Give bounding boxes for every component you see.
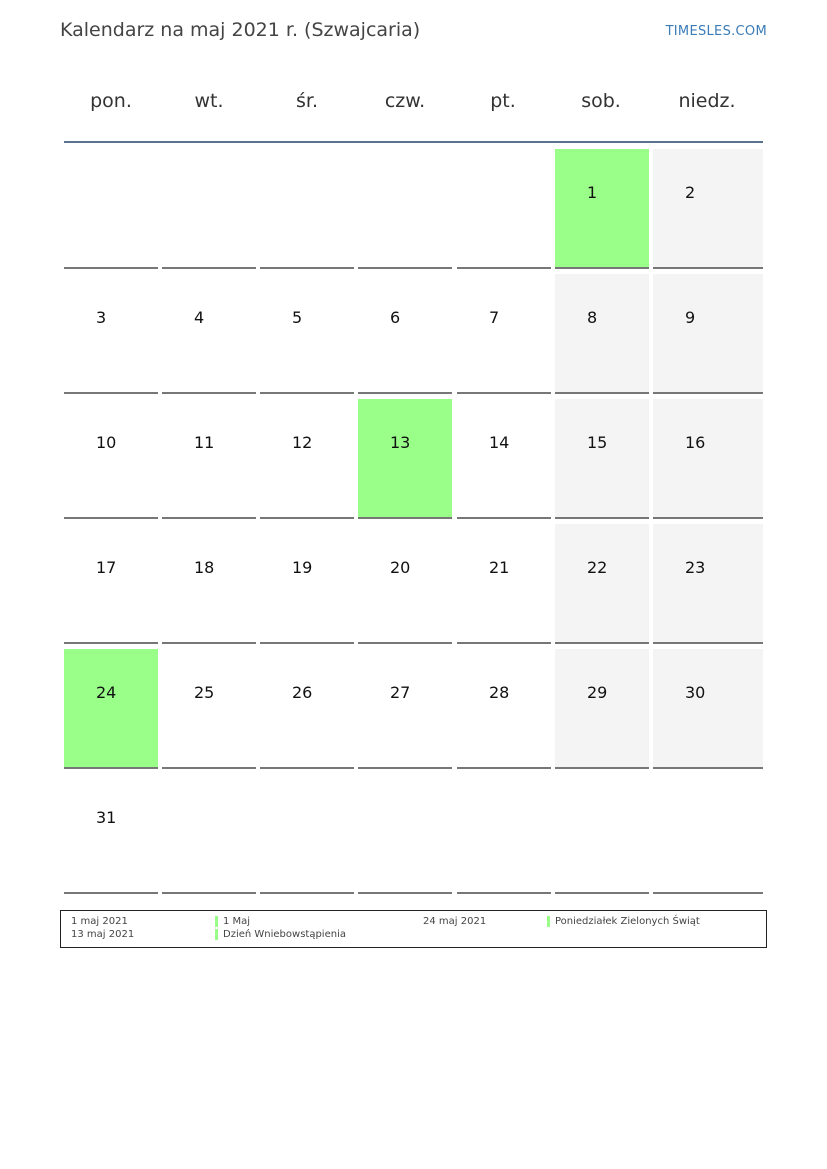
page-title: Kalendarz na maj 2021 r. (Szwajcaria) (60, 19, 421, 41)
day-number: 29 (587, 683, 608, 702)
day-number: 19 (292, 558, 313, 577)
brand-link[interactable]: TIMESLES.COM (665, 24, 767, 39)
day-number: 27 (390, 683, 411, 702)
legend-date: 1 maj 2021 (71, 916, 128, 927)
day-number: 17 (96, 558, 117, 577)
day-number: 16 (685, 433, 706, 452)
legend-holiday-name: Poniedziałek Zielonych Świąt (555, 916, 700, 927)
day-number: 22 (587, 558, 608, 577)
day-cell[interactable] (260, 399, 354, 519)
weekday-tue: wt. (194, 90, 224, 112)
empty-day-cell (260, 149, 354, 269)
empty-day-cell (358, 149, 452, 269)
empty-day-cell (457, 774, 551, 894)
empty-day-cell (457, 149, 551, 269)
day-cell[interactable] (457, 399, 551, 519)
day-number: 1 (587, 183, 598, 202)
empty-day-cell (358, 774, 452, 894)
day-number: 8 (587, 308, 598, 327)
day-cell[interactable] (555, 524, 649, 644)
day-number: 24 (96, 683, 117, 702)
day-number: 15 (587, 433, 608, 452)
day-cell[interactable] (260, 274, 354, 394)
day-cell[interactable] (653, 649, 763, 769)
legend-date: 24 maj 2021 (423, 916, 487, 927)
day-number: 20 (390, 558, 411, 577)
day-cell[interactable] (64, 524, 158, 644)
day-cell[interactable] (358, 399, 452, 519)
legend-swatch (215, 929, 218, 940)
day-number: 7 (489, 308, 500, 327)
day-number: 12 (292, 433, 313, 452)
day-cell[interactable] (653, 399, 763, 519)
day-cell[interactable] (358, 524, 452, 644)
legend-swatch (215, 916, 218, 927)
day-cell[interactable] (162, 274, 256, 394)
day-number: 10 (96, 433, 117, 452)
day-number: 9 (685, 308, 696, 327)
legend-swatch (547, 916, 550, 927)
day-number: 5 (292, 308, 303, 327)
day-number: 31 (96, 808, 117, 827)
day-cell[interactable] (653, 149, 763, 269)
day-number: 13 (390, 433, 411, 452)
day-cell[interactable] (457, 274, 551, 394)
empty-day-cell (64, 149, 158, 269)
weekday-mon: pon. (90, 90, 132, 112)
day-cell[interactable] (358, 649, 452, 769)
weekday-thu: czw. (384, 90, 426, 112)
day-cell[interactable] (555, 649, 649, 769)
day-cell[interactable] (162, 524, 256, 644)
day-cell[interactable] (457, 649, 551, 769)
day-number: 23 (685, 558, 706, 577)
empty-day-cell (162, 149, 256, 269)
day-cell[interactable] (260, 649, 354, 769)
day-number: 3 (96, 308, 107, 327)
day-number: 6 (390, 308, 401, 327)
day-number: 14 (489, 433, 510, 452)
weekday-sat: sob. (581, 90, 621, 112)
day-cell[interactable] (260, 524, 354, 644)
day-cell[interactable] (358, 274, 452, 394)
empty-day-cell (653, 774, 763, 894)
day-cell[interactable] (64, 649, 158, 769)
holiday-legend (60, 910, 767, 948)
day-cell[interactable] (653, 274, 763, 394)
empty-day-cell (260, 774, 354, 894)
day-cell[interactable] (162, 399, 256, 519)
day-number: 26 (292, 683, 313, 702)
weekday-wed: śr. (295, 90, 318, 112)
day-number: 4 (194, 308, 205, 327)
day-number: 11 (194, 433, 215, 452)
weekday-sun: niedz. (678, 90, 736, 112)
day-cell[interactable] (555, 399, 649, 519)
legend-date: 13 maj 2021 (71, 929, 135, 940)
empty-day-cell (555, 774, 649, 894)
day-cell[interactable] (653, 524, 763, 644)
weekday-fri: pt. (490, 90, 516, 112)
day-cell[interactable] (555, 149, 649, 269)
day-number: 18 (194, 558, 215, 577)
day-cell[interactable] (64, 774, 158, 894)
legend-holiday-name: 1 Maj (223, 916, 251, 927)
day-cell[interactable] (64, 399, 158, 519)
day-number: 30 (685, 683, 706, 702)
day-cell[interactable] (64, 274, 158, 394)
day-number: 2 (685, 183, 696, 202)
day-number: 21 (489, 558, 510, 577)
day-number: 28 (489, 683, 510, 702)
day-number: 25 (194, 683, 215, 702)
day-cell[interactable] (162, 649, 256, 769)
day-cell[interactable] (555, 274, 649, 394)
empty-day-cell (162, 774, 256, 894)
day-cell[interactable] (457, 524, 551, 644)
legend-holiday-name: Dzień Wniebowstąpienia (223, 929, 346, 940)
